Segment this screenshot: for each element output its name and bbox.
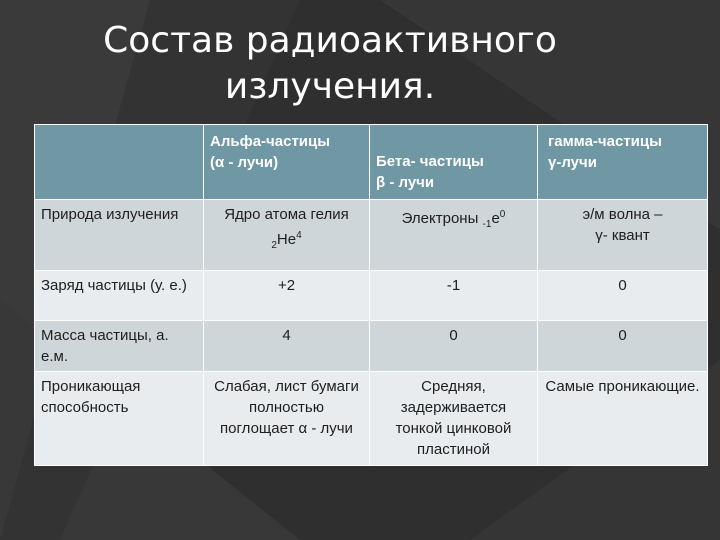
table-row (35, 372, 708, 466)
cell-charge-alpha: +2 (204, 271, 370, 321)
table-row (35, 321, 708, 372)
cell-nature-gamma: э/м волна – γ- квант (538, 200, 708, 271)
row-label-charge: Заряд частицы (у. е.) (35, 271, 204, 321)
header-blank-cell (35, 125, 204, 200)
header-alpha-line1: Альфа-частицы (210, 133, 331, 150)
header-beta-line1: Бета- частицы (376, 153, 484, 170)
slide-title-line1: Состав радиоактивного (103, 20, 557, 61)
header-beta-line2: β - лучи (376, 174, 435, 191)
cell-charge-beta: -1 (370, 271, 538, 321)
cell-nature-beta: Электроны $_{-1}e^0$ (370, 200, 538, 271)
cell-penetration-alpha: Слабая, лист бумаги полностью поглощает α - лучи (204, 372, 370, 466)
cell-penetration-beta: Средняя, задерживается тонкой цинковой пластиной (370, 372, 538, 466)
header-gamma-line2: γ-лучи (548, 154, 597, 171)
cell-mass-gamma: 0 (538, 321, 708, 372)
cell-charge-gamma: 0 (538, 271, 708, 321)
slide-title (60, 18, 600, 110)
radiation-table (34, 124, 708, 466)
table-header-row (35, 125, 708, 200)
cell-mass-beta: 0 (370, 321, 538, 372)
table-row (35, 271, 708, 321)
slide-title-line2: излучения. (224, 66, 436, 107)
row-label-penetration: Проникающая способность (35, 372, 204, 466)
header-alpha (204, 125, 370, 200)
header-beta (370, 125, 538, 200)
cell-mass-alpha: 4 (204, 321, 370, 372)
cell-nature-alpha: Ядро атома гелия $_2He^4$ (204, 200, 370, 271)
header-alpha-line2: (α - лучи) (210, 154, 279, 171)
header-gamma-line1: гамма-частицы (548, 133, 662, 150)
header-gamma (538, 125, 708, 200)
table-row (35, 200, 708, 271)
row-label-nature: Природа излучения (35, 200, 204, 271)
row-label-mass: Масса частицы, а. е.м. (35, 321, 204, 372)
cell-penetration-gamma: Самые проникающие. (538, 372, 708, 466)
